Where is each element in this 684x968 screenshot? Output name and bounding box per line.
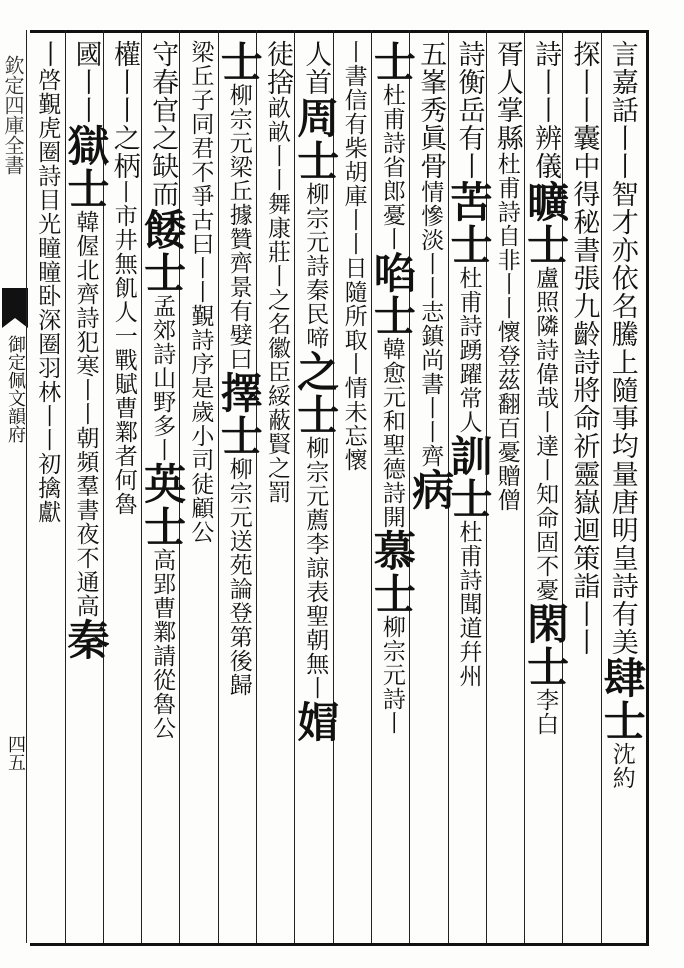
column-text: 高郢曹鄴請從魯公 — [149, 548, 176, 740]
column-text: 詩衡岳有丨 — [453, 40, 485, 180]
headword: 士 — [214, 40, 264, 83]
headword: 訓士 — [444, 434, 494, 520]
headword: 擇士 — [214, 371, 264, 457]
column-text: 韓偓北齊詩犯寒丨丨朝頻 — [72, 210, 99, 474]
column-text: 韓愈元和聖德詩開 — [378, 337, 405, 529]
column-text: 丨 — [32, 40, 64, 68]
text-column — [291, 40, 341, 935]
headword: 獄士 — [61, 124, 111, 210]
column-text: 李白 — [532, 688, 559, 736]
column-text: 覲詩序是歲小司徒顧公 — [187, 304, 214, 544]
text-column — [563, 40, 603, 935]
column-text: 杜甫詩自非丨丨懷登茲翻百憂 — [493, 152, 520, 464]
column-text: 羣書夜不通高 — [72, 474, 99, 618]
text-column — [61, 40, 111, 935]
column-text: 柳宗元詩丨 — [378, 615, 405, 735]
column-text: 柳宗元送苑論登第後歸 — [225, 457, 252, 697]
fishtail-mark — [2, 288, 28, 328]
headword: 餧士 — [138, 208, 188, 294]
column-text: 丨情未忘懷 — [340, 352, 367, 472]
headword: 媢 — [291, 700, 341, 743]
column-text: 盧照隣詩偉哉丨達丨知命固不憂 — [532, 266, 559, 602]
text-column — [27, 40, 67, 935]
column-text: 丨之名徽臣綏蔽賢之罰 — [264, 264, 290, 504]
column-text: 情慘淡丨丨志 — [417, 180, 444, 324]
column-text: 柳宗元詩秦民啼 — [302, 182, 329, 350]
column-text: 庫丨丨日隨所取 — [340, 184, 367, 352]
headword: 閑士 — [521, 602, 571, 688]
column-text: 鎮尚書丨丨齊 — [417, 324, 444, 468]
column-text: 探丨丨囊中得秘書張九齡詩將命祈靈嶽迴策詣丨丨 — [568, 40, 600, 656]
margin-page-number: 四五 — [5, 735, 26, 771]
text-column — [257, 40, 297, 935]
column-text: 柳宗元梁丘據贊齊景有嬖曰 — [225, 83, 252, 371]
headword: 周士 — [291, 96, 341, 182]
column-text: 畝畝丨丨舞康莊 — [264, 96, 290, 264]
column-text: 杜甫詩省郎憂丨 — [378, 83, 405, 251]
headword: 苦士 — [444, 180, 494, 266]
text-column — [406, 40, 456, 935]
column-text: 杜甫詩踴躍常人 — [455, 266, 482, 434]
text-column — [521, 40, 571, 935]
headword: 病 — [406, 468, 456, 511]
column-text: 杜甫詩聞道幷州 — [455, 520, 482, 688]
column-text: 梁丘子同君不爭古曰丨丨 — [187, 40, 214, 304]
column-text: 孟郊詩山野多丨 — [149, 294, 176, 462]
margin-book-title: 御定佩文韻府 — [5, 335, 26, 443]
text-column — [367, 40, 417, 935]
column-text: 贈僧 — [493, 464, 520, 512]
column-text: 人首 — [300, 40, 332, 96]
text-column — [138, 40, 188, 935]
column-text: 詩丨丨辨儀 — [530, 40, 562, 180]
column-text: 守春官之缺而 — [147, 40, 179, 208]
column-text: 丨書信有柴胡 — [340, 40, 367, 184]
column-text: 沈約 — [608, 742, 635, 790]
text-column — [597, 40, 647, 935]
headword: 啗士 — [367, 251, 417, 337]
column-text: 一戰賦曹鄴者何魯 — [110, 324, 137, 516]
margin-title: 欽定四庫全書 — [1, 55, 25, 175]
column-text: 五峯秀眞骨 — [415, 40, 447, 180]
headword: 英士 — [138, 462, 188, 548]
column-text: 丨市井無飢人 — [110, 180, 137, 324]
headword: 曠士 — [521, 180, 571, 266]
column-text: 徒捨 — [262, 40, 293, 96]
headword: 秦 — [61, 618, 111, 661]
text-column — [214, 40, 264, 935]
column-text: 言嘉話丨丨智才亦依名騰上隨事均量唐明皇詩有美 — [606, 40, 638, 656]
column-text: 柳宗元薦李諒表聖朝無丨 — [302, 436, 329, 700]
headword: 士 — [367, 40, 417, 83]
headword: 慕士 — [367, 529, 417, 615]
headword: 肆士 — [597, 656, 647, 742]
column-text: 胥人掌縣 — [491, 40, 523, 152]
column-text: 國丨丨 — [70, 40, 102, 124]
headword: 之士 — [291, 350, 341, 436]
column-text: 權丨丨之柄 — [108, 40, 140, 180]
column-text: 啓覲虎圈詩目光瞳瞳卧深圈羽林丨丨初擒獻 — [34, 68, 61, 524]
